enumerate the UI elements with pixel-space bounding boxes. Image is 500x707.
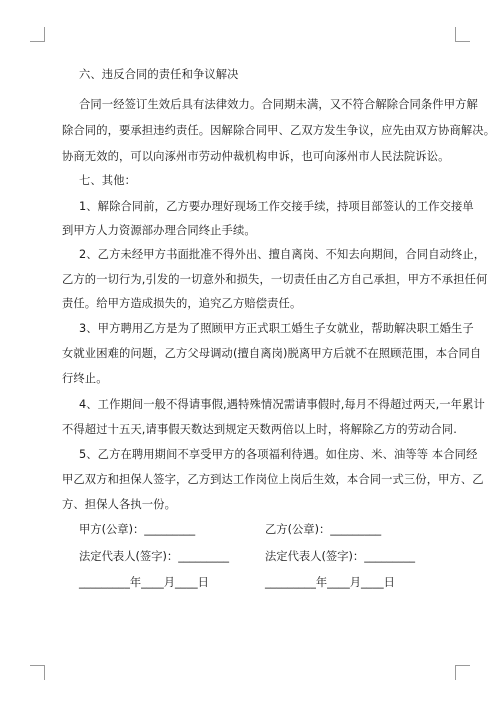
clause-1-line-1: 1、解除合同前，乙方要办理好现场工作交接手续，持项目部签认的工作交接单 [79,200,474,213]
section-six-line-3: 协商无效的，可以向涿州市劳动仲裁机构申诉，也可向涿州市人民法院诉讼。 [62,150,450,163]
clause-3-line-3: 行终止。 [62,372,108,385]
clause-4-line-1: 4、工作期间一般不得请事假,遇特殊情况需请事假时,每月不得超过两天,一年累计 [79,398,485,411]
crop-mark-top-left [30,27,45,42]
crop-mark-top-right [455,27,470,42]
clause-1-line-2: 到甲方人力资源部办理合同终止手续。 [62,224,256,237]
date-right-field: _________年____月____日 [265,576,395,589]
party-b-seal-field: 乙方(公章)：_________ [265,523,382,536]
clause-3-line-2: 女就业困难的问题，乙方父母调动(擅自离岗)脱离甲方后就不在照顾范围，本合同自 [62,347,482,360]
section-six-line-1: 合同一经签订生效后具有法律效力。合同期未满，又不符合解除合同条件甲方解 [79,98,478,111]
date-left-field: _________年____月____日 [79,576,209,589]
party-a-representative-field: 法定代表人(签字)：_________ [79,550,230,563]
clause-2-line-2: 乙方的一切行为,引发的一切意外和损失，一切责任由乙方自己承担，甲方不承担任何 [62,273,488,286]
clause-3-line-1: 3、甲方聘用乙方是为了照顾甲方正式职工婚生子女就业，帮助解决职工婚生子 [79,322,474,335]
party-b-representative-field: 法定代表人(签字)：_________ [265,550,416,563]
crop-mark-bottom-left [30,665,45,680]
clause-5-line-1: 5、乙方在聘用期间不享受甲方的各项福利待遇。如住房、米、油等等 本合同经 [79,448,478,461]
clause-2-line-1: 2、乙方未经甲方书面批准不得外出、擅自离岗、不知去向期间，合同自动终止， [79,248,486,261]
crop-mark-bottom-right [455,665,470,680]
clause-2-line-3: 责任。给甲方造成损失的，追究乙方赔偿责任。 [62,297,302,310]
clause-5-line-3: 方、担保人各执一份。 [62,498,176,511]
clause-5-line-2: 甲乙双方和担保人签字，乙方到达工作岗位上岗后生效，本合同一式三份，甲方、乙 [62,473,484,486]
party-a-seal-field: 甲方(公章)：_________ [79,523,196,536]
clause-4-line-2: 不得超过十五天,请事假天数达到规定天数两倍以上时，将解除乙方的劳动合同. [62,423,457,436]
section-six-heading: 六、违反合同的责任和争议解决 [79,68,239,81]
section-six-line-2: 除合同的，要承担违约责任。因解除合同甲、乙双方发生争议，应先由双方协商解决。 [62,124,496,137]
section-seven-heading: 七、其他： [79,174,136,187]
